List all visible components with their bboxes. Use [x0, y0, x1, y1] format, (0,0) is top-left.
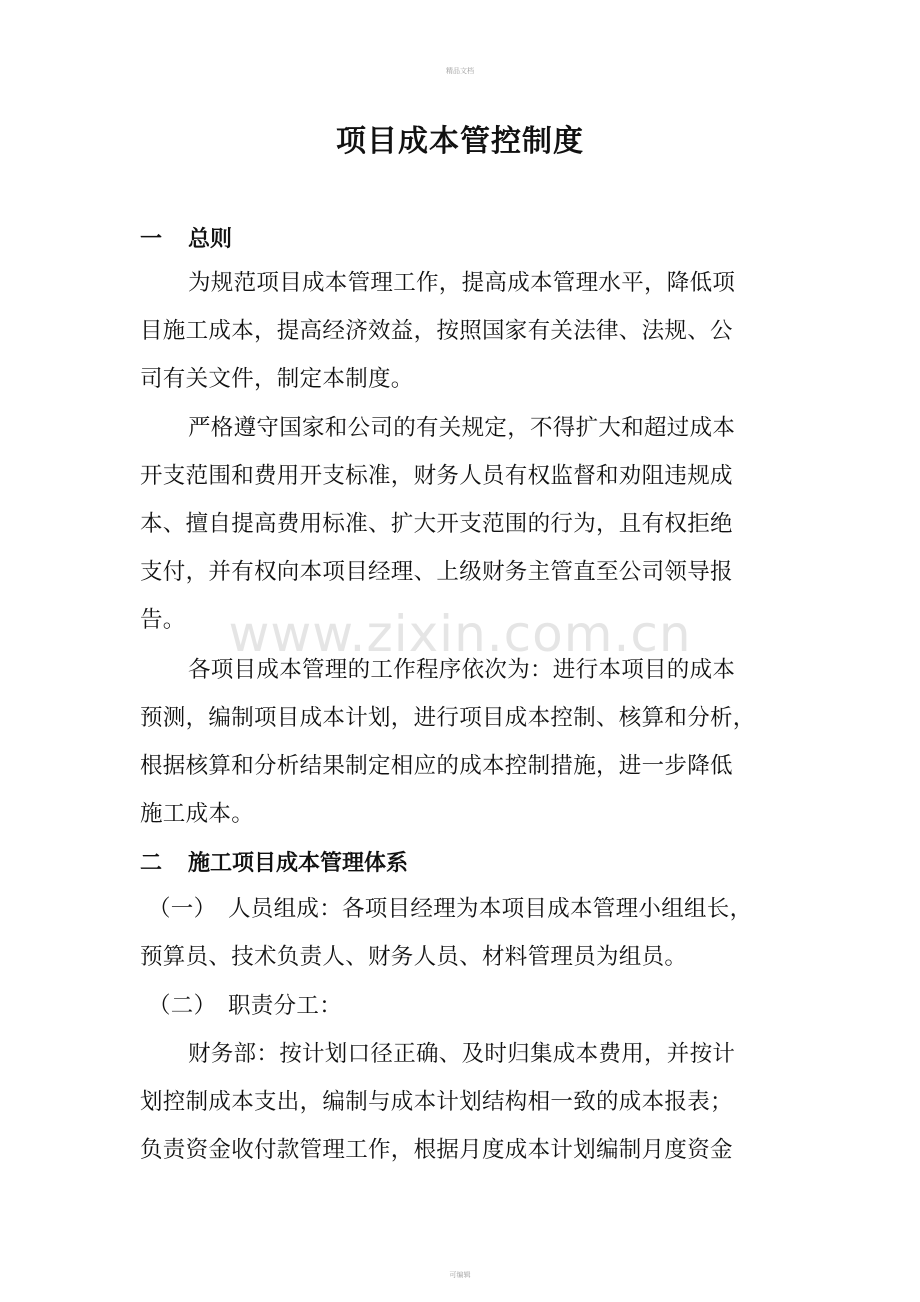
- item-duties: [140, 982, 785, 1030]
- text-line: 本、擅自提高费用标准、扩大开支范围的行为，且有权拒绝: [140, 511, 733, 537]
- text-line: 施工成本。: [140, 801, 255, 827]
- text-line: [140, 982, 785, 1030]
- text-line: 财务部：按计划口径正确、及时归集成本费用，并按计: [188, 1041, 736, 1067]
- item-2-number: （二）: [148, 993, 217, 1019]
- text-line: 根据核算和分析结果制定相应的成本控制措施，进一步降低: [140, 753, 733, 779]
- paragraph-procedure: [140, 646, 785, 838]
- paragraph-compliance: [140, 404, 785, 644]
- text-line: 负责资金收付款管理工作，根据月度成本计划编制月度资金: [140, 1137, 733, 1163]
- text-line: 预算员、技术负责人、财务人员、材料管理员为组员。: [140, 944, 688, 970]
- page-header: 精品文档: [446, 67, 474, 75]
- text-line: 目施工成本，提高经济效益，按照国家有关法律、法规、公: [140, 318, 733, 344]
- text-line: 划控制成本支出，编制与成本计划结构相一致的成本报表；: [140, 1089, 733, 1115]
- section-2-title: 施工项目成本管理体系: [188, 851, 409, 876]
- watermark: www.zixin.com.cn: [228, 605, 692, 663]
- text-line: 预测，编制项目成本计划，进行项目成本控制、核算和分析，: [140, 705, 756, 731]
- section-1-title: 总则: [188, 227, 233, 252]
- text-line: 开支范围和费用开支标准，财务人员有权监督和劝阻违规成: [140, 463, 733, 489]
- paragraph-finance-duties: [140, 1030, 785, 1174]
- item-2-text: 职责分工：: [228, 993, 343, 1019]
- section-1-heading: [140, 222, 232, 253]
- item-1-number: （一）: [148, 896, 217, 922]
- text-line: [140, 885, 785, 933]
- item-staffing: [140, 885, 785, 981]
- text-line: 各项目成本管理的工作程序依次为：进行本项目的成本: [188, 657, 736, 683]
- paragraph-purpose: [140, 259, 785, 403]
- text-line: 支付，并有权向本项目经理、上级财务主管直至公司领导报: [140, 559, 733, 585]
- section-2-heading: [140, 846, 408, 877]
- section-2-number: 二: [140, 851, 163, 876]
- text-line: 司有关文件，制定本制度。: [140, 366, 414, 392]
- section-1-number: 一: [140, 227, 163, 252]
- item-1-text: 人员组成：各项目经理为本项目成本管理小组组长，: [228, 896, 753, 922]
- page-footer: 可编辑: [449, 1271, 471, 1279]
- text-line: 严格遵守国家和公司的有关规定，不得扩大和超过成本: [188, 415, 736, 441]
- document-title: 项目成本管控制度: [336, 124, 584, 159]
- text-line: 为规范项目成本管理工作，提高成本管理水平，降低项: [188, 270, 736, 296]
- text-line: 告。: [140, 607, 186, 633]
